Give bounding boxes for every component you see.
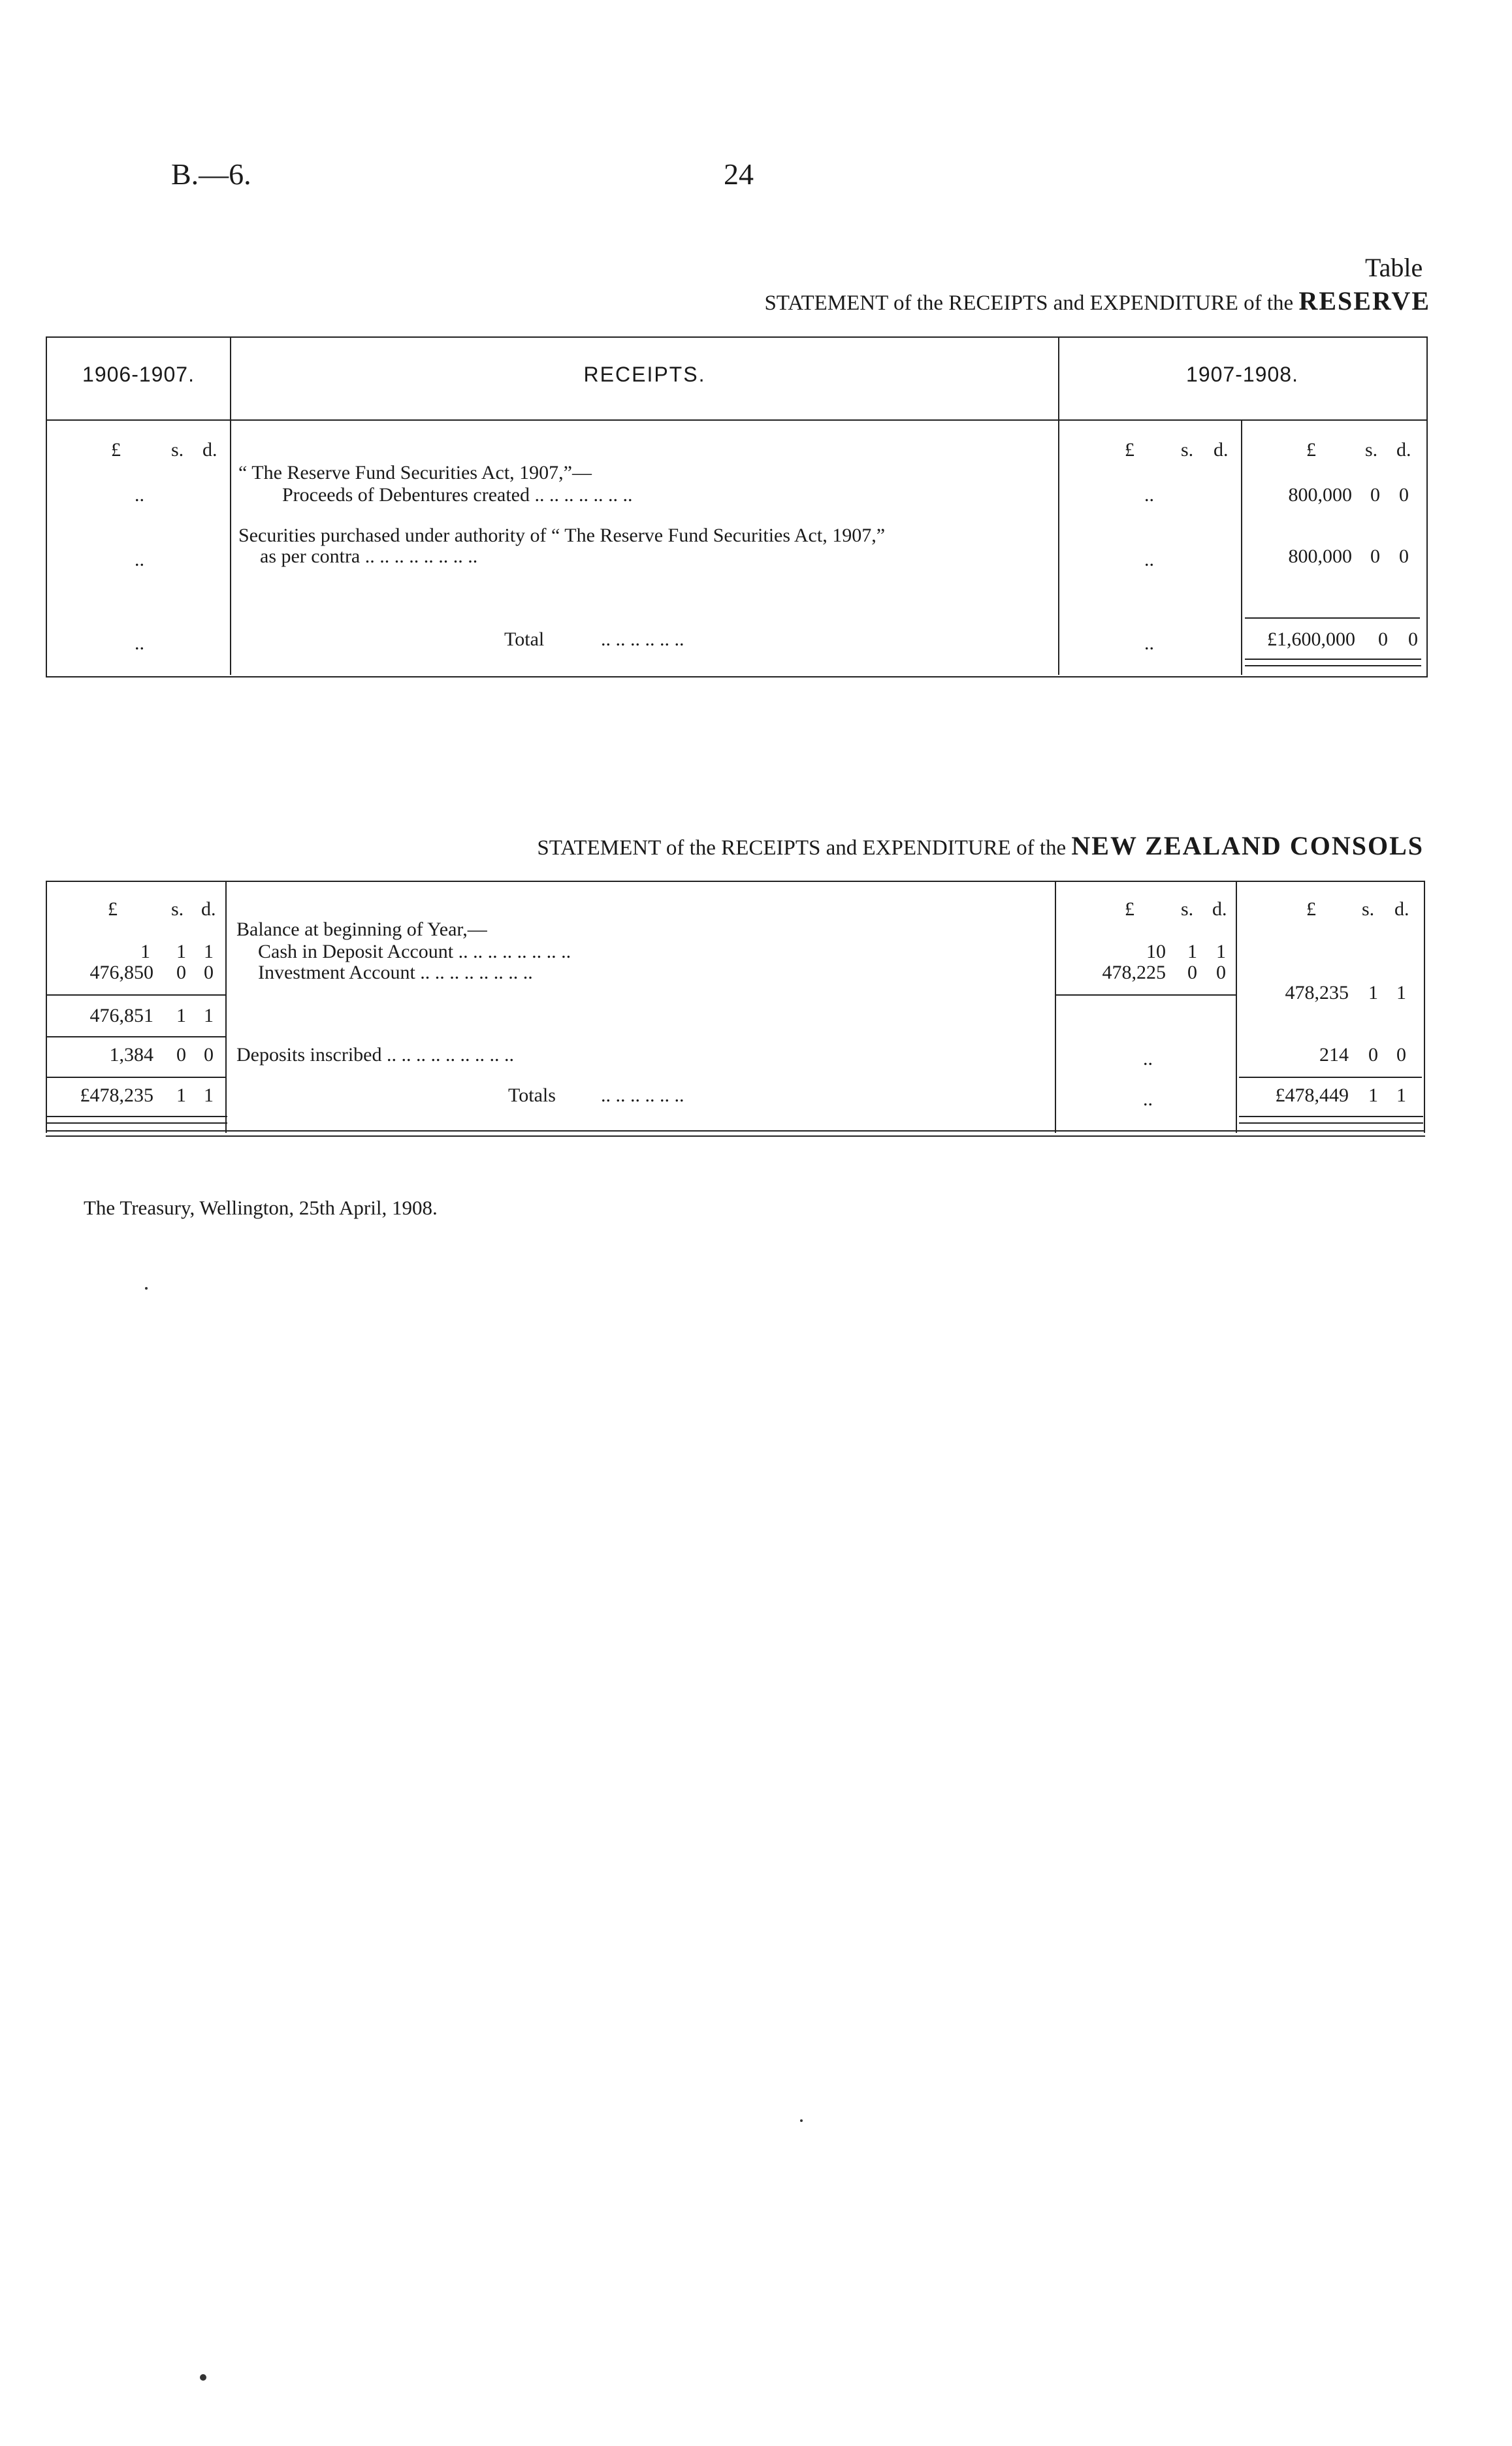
consols-totals-label: Totals [508,1084,556,1106]
scan-speck [200,2374,206,2381]
consols-deposits-cur-total: 214 [1319,1044,1349,1066]
consols-cur-total: 478,235 [1285,982,1349,1003]
consols-totals-cur-s: 1 [1368,1084,1378,1106]
reserve-col-receipts: RECEIPTS. [583,363,706,386]
reserve-total-cur-d: 0 [1408,628,1418,650]
consols-heading-prefix: STATEMENT of the RECEIPTS and EXPENDITURE of the [537,836,1067,860]
consols-deposits-cur-s: 0 [1368,1044,1378,1066]
consols-cur-investment-s: 0 [1187,962,1197,983]
reserve-row2-cur-d: 0 [1399,546,1409,567]
consols-prev-pound-header: £ [108,898,118,920]
consols-deposits-label: Deposits inscribed .. .. .. .. .. .. .. .. .. [236,1044,514,1066]
consols-prev-cash-s: 1 [176,941,186,962]
reserve-row1-title: “ The Reserve Fund Securities Act, 1907,”— [238,462,592,483]
treasury-signature: The Treasury, Wellington, 25th April, 1908. [84,1196,438,1219]
consols-prev-subtotal: 476,851 [89,1005,153,1026]
reserve-row2-line: as per contra .. .. .. .. .. .. .. .. [260,546,478,567]
reserve-detail-pence-header: d. [1214,439,1229,461]
reserve-total-pound-header: £ [1306,439,1316,461]
consols-cur-cash-s: 1 [1187,941,1197,962]
reserve-total-leaders: .. .. .. .. .. .. [601,628,684,650]
consols-prev-subtotal-d: 1 [204,1005,214,1026]
consols-total-shilling-header: s. [1362,898,1375,920]
reserve-total-cur-s: 0 [1378,628,1388,650]
consols-totals-prev: £478,235 [80,1084,153,1106]
consols-cur-investment: 478,225 [1102,962,1166,983]
consols-totals-cur-d: 1 [1396,1084,1406,1106]
consols-detail-pence-header: d. [1212,898,1227,920]
consols-totals-prev-s: 1 [176,1084,186,1106]
consols-totals-cur-total: £478,449 [1275,1084,1349,1106]
consols-prev-investment-s: 0 [176,962,186,983]
reserve-row1-cur-total: 800,000 [1288,484,1352,506]
reserve-prev-pound-header: £ [111,439,121,461]
document-code: B.—6. [171,157,251,191]
consols-deposits-prev-d: 0 [204,1044,214,1066]
reserve-heading-prefix: STATEMENT of the RECEIPTS and EXPENDITURE of the [764,291,1294,315]
scan-speck [145,1287,148,1290]
reserve-total-shilling-header: s. [1365,439,1378,461]
consols-totals-prev-d: 1 [204,1084,214,1106]
reserve-row1-line: Proceeds of Debentures created .. .. .. .. .. .. .. [282,484,633,506]
reserve-row1-cur-s: 0 [1370,484,1380,506]
consols-prev-cash-d: 1 [204,941,214,962]
reserve-row2-title: Securities purchased under authority of “ The Reserve Fund Securities Act, 1907,” [238,525,886,546]
reserve-detail-pound-header: £ [1125,439,1134,461]
consols-totals-cur-detail: .. [1143,1088,1153,1110]
page-number: 24 [724,157,754,191]
consols-cur-investment-d: 0 [1216,962,1226,983]
reserve-total-label: Total [504,628,545,650]
reserve-row2-cur-total: 800,000 [1288,546,1352,567]
reserve-row2-cur-s: 0 [1370,546,1380,567]
consols-deposits-prev: 1,384 [109,1044,153,1066]
consols-total-pound-header: £ [1306,898,1316,920]
consols-prev-shilling-header: s. [171,898,184,920]
consols-balance-title: Balance at beginning of Year,— [236,919,487,940]
consols-detail-pound-header: £ [1125,898,1134,920]
reserve-row2-cur-detail: .. [1144,549,1154,570]
consols-prev-investment-d: 0 [204,962,214,983]
consols-prev-pence-header: d. [201,898,216,920]
reserve-col-year1: 1906-1907. [82,363,195,386]
consols-total-pence-header: d. [1394,898,1409,920]
reserve-col-year2: 1907-1908. [1186,363,1298,386]
consols-cur-cash-d: 1 [1216,941,1226,962]
reserve-total-cur-total: £1,600,000 [1267,628,1355,650]
consols-prev-cash: 1 [140,941,150,962]
reserve-detail-shilling-header: s. [1181,439,1194,461]
reserve-row2-prev: .. [135,549,144,570]
consols-heading-bold: NEW ZEALAND CONSOLS [1071,831,1424,860]
consols-cur-total-d: 1 [1396,982,1406,1003]
reserve-total-pence-header: d. [1396,439,1411,461]
consols-prev-investment: 476,850 [89,962,153,983]
reserve-row1-prev: .. [135,484,144,506]
consols-deposits-cur-detail: .. [1143,1048,1153,1069]
reserve-row1-cur-detail: .. [1144,484,1154,506]
scan-speck [800,2119,803,2122]
reserve-prev-shilling-header: s. [171,439,184,461]
consols-cur-cash: 10 [1146,941,1166,962]
consols-detail-shilling-header: s. [1181,898,1194,920]
consols-deposits-prev-s: 0 [176,1044,186,1066]
consols-prev-subtotal-s: 1 [176,1005,186,1026]
consols-heading [366,831,1424,860]
consols-investment-label: Investment Account .. .. .. .. .. .. .. .. [258,962,533,983]
reserve-total-cur-detail: .. [1144,632,1154,654]
table-label: Table [1365,253,1423,282]
consols-cash-label: Cash in Deposit Account .. .. .. .. .. .. .. .. [258,941,571,962]
reserve-heading-bold: RESERVE [1298,286,1430,316]
consols-totals-leaders: .. .. .. .. .. .. [601,1084,684,1106]
consols-deposits-cur-d: 0 [1396,1044,1406,1066]
reserve-prev-pence-header: d. [202,439,217,461]
consols-cur-total-s: 1 [1368,982,1378,1003]
reserve-row1-cur-d: 0 [1399,484,1409,506]
reserve-total-prev: .. [135,632,144,654]
reserve-heading [457,286,1430,316]
